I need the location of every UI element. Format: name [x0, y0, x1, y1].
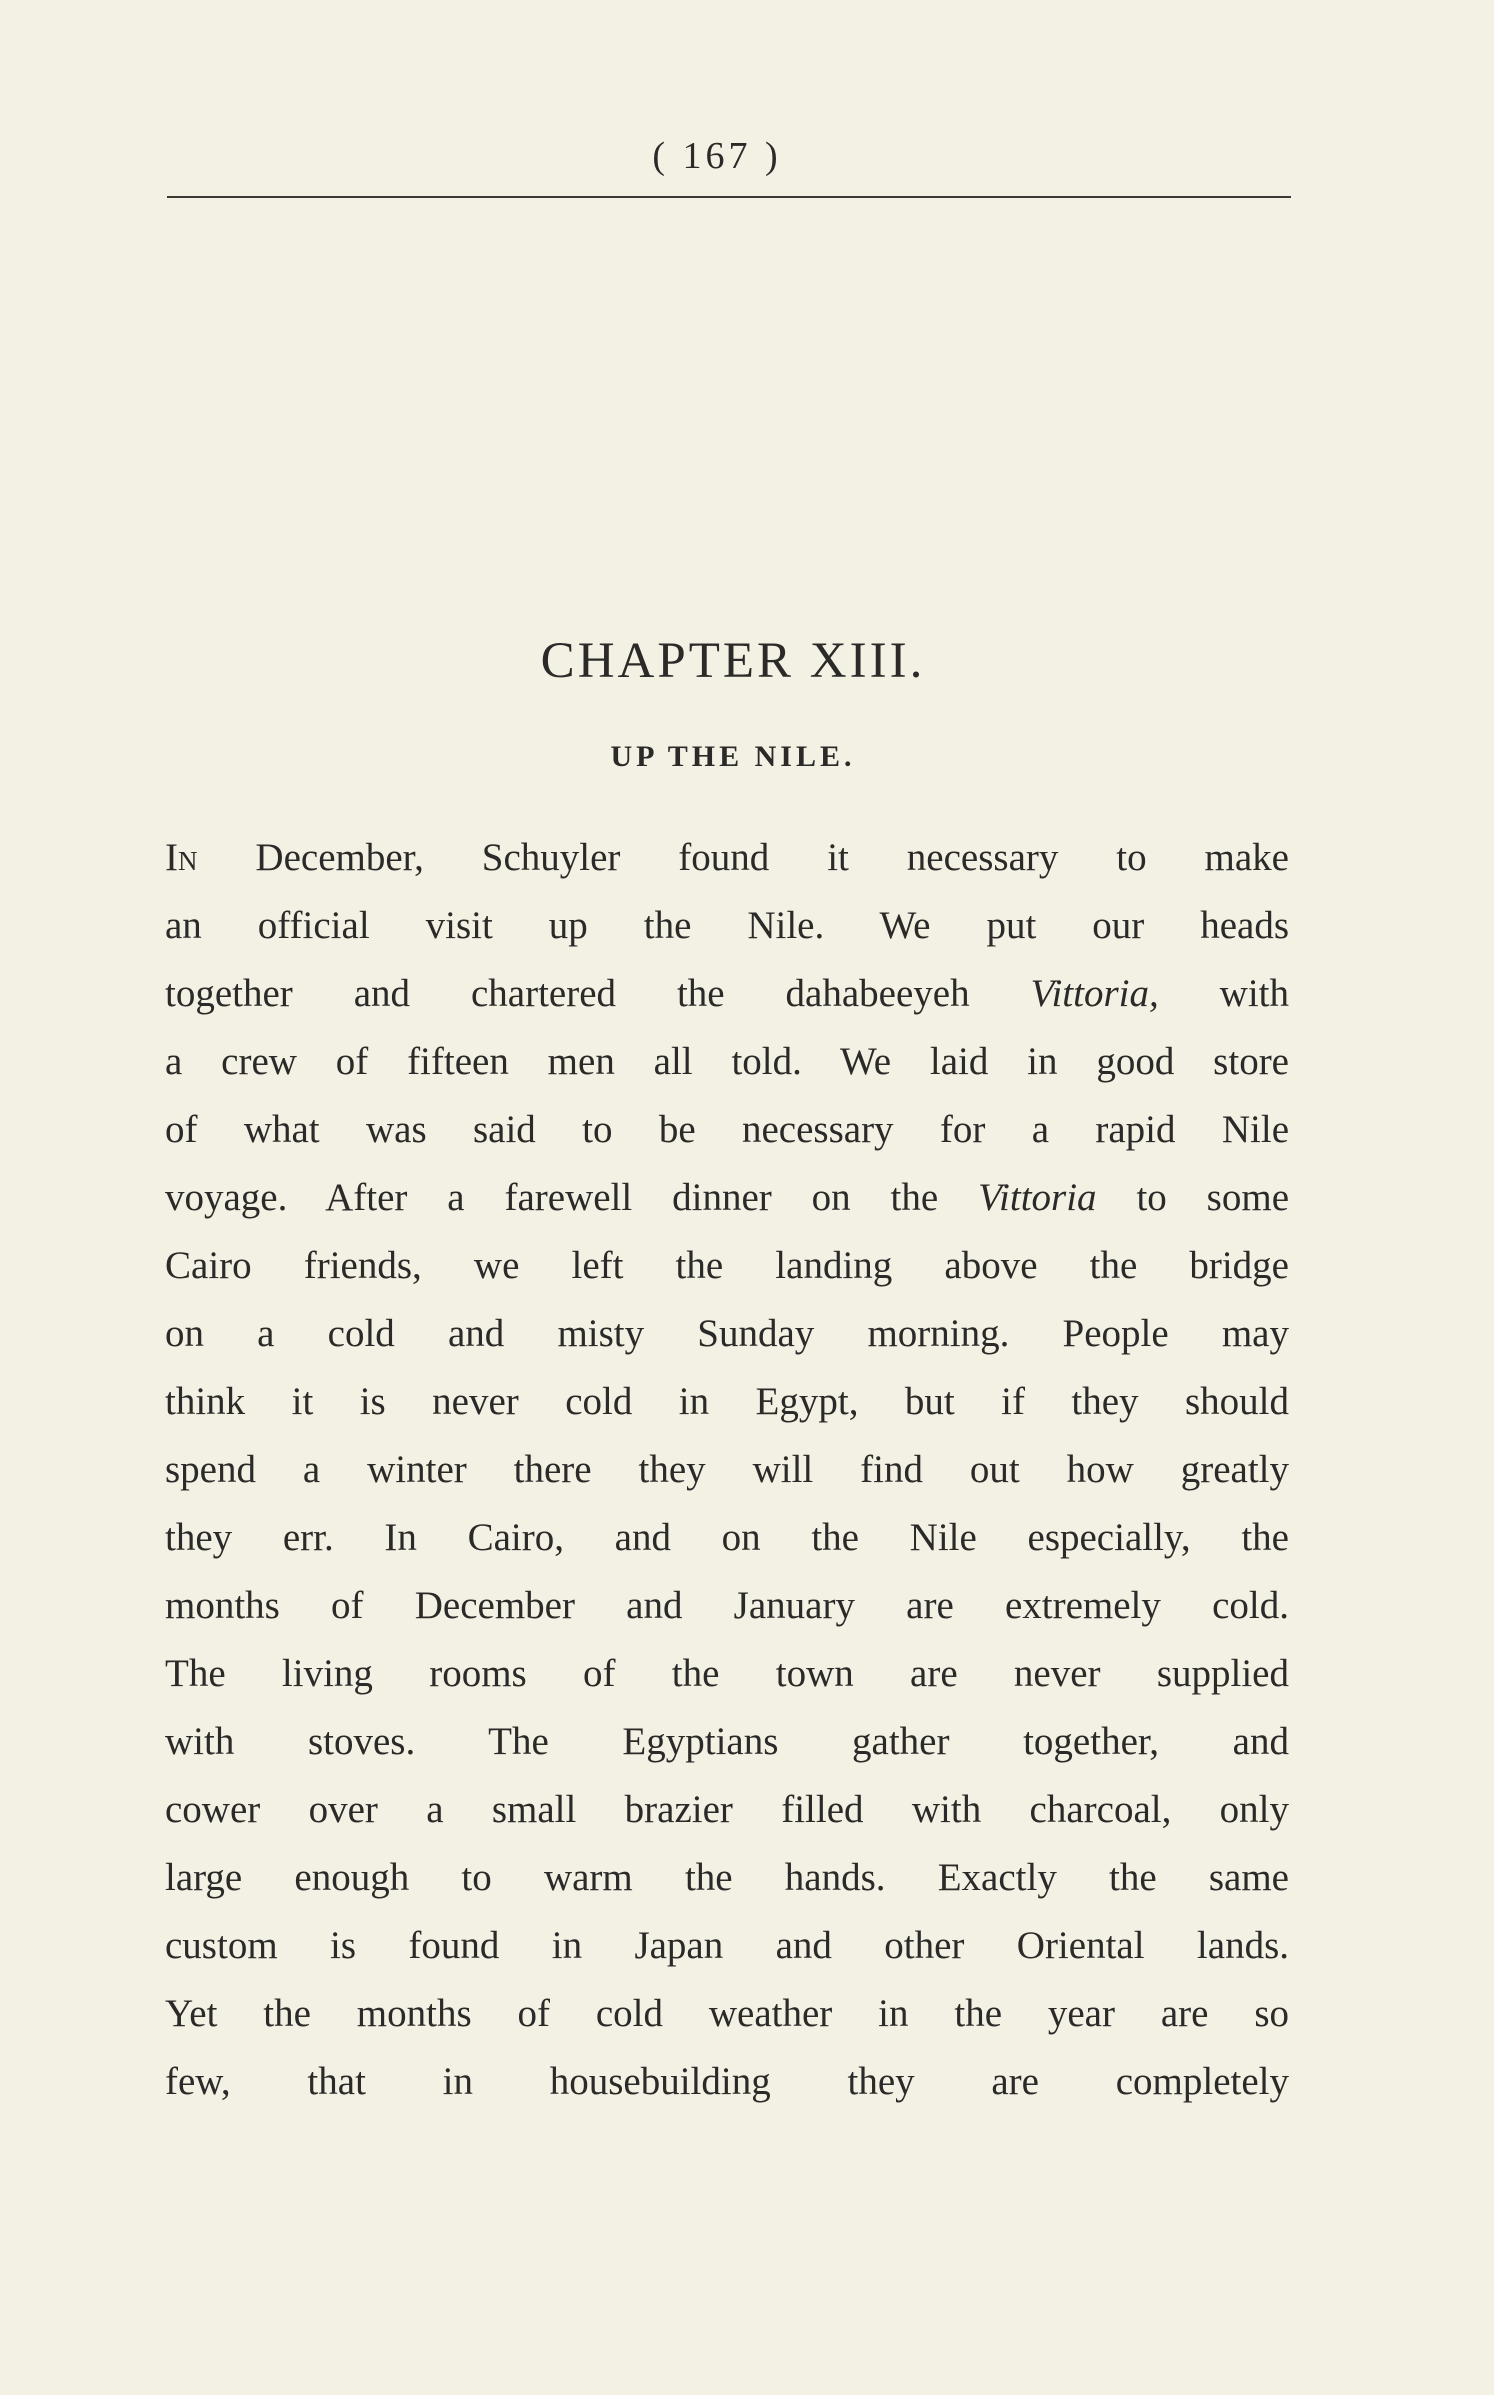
page-number: ( 167 ): [652, 135, 782, 177]
text-line: The living rooms of the town are never supplied: [165, 1652, 1289, 1695]
text-line: few, that in housebuilding they are completely: [165, 2060, 1289, 2103]
chapter-title: CHAPTER XIII.: [540, 633, 926, 689]
text-line: on a cold and misty Sunday morning. People may: [165, 1312, 1289, 1355]
vessel-name: Vittoria,: [1030, 972, 1159, 1015]
text-line: spend a winter there they will find out how greatly: [165, 1448, 1289, 1491]
text-line: of what was said to be necessary for a rapid Nile: [165, 1108, 1289, 1151]
text-line: together and chartered the dahabeeyeh Vittoria, with: [165, 972, 1289, 1015]
vessel-name: Vittoria: [978, 1176, 1097, 1219]
text-line: a crew of fifteen men all told. We laid in good store: [165, 1040, 1289, 1083]
drop-word: In: [165, 836, 198, 879]
text-line: large enough to warm the hands. Exactly the same: [165, 1856, 1289, 1899]
text-line: an official visit up the Nile. We put our heads: [165, 904, 1289, 947]
text-line: custom is found in Japan and other Oriental lands.: [165, 1924, 1289, 1967]
text-line: think it is never cold in Egypt, but if they should: [165, 1380, 1289, 1423]
text-line: they err. In Cairo, and on the Nile especially, the: [165, 1516, 1289, 1559]
text-line: Cairo friends, we left the landing above the bridge: [165, 1244, 1289, 1287]
text-line: Yet the months of cold weather in the year are so: [165, 1992, 1289, 2035]
text-line: In December, Schuyler found it necessary to make: [165, 836, 1289, 879]
body-text: [165, 824, 1289, 2116]
header-rule: [167, 196, 1291, 198]
text-line: voyage. After a farewell dinner on the Vittoria to some: [165, 1176, 1290, 1219]
chapter-subtitle: UP THE NILE.: [610, 740, 856, 773]
text-line: with stoves. The Egyptians gather together, and: [165, 1720, 1289, 1763]
text-line: cower over a small brazier filled with charcoal, only: [165, 1788, 1289, 1831]
text-line: months of December and January are extremely cold.: [165, 1584, 1289, 1627]
